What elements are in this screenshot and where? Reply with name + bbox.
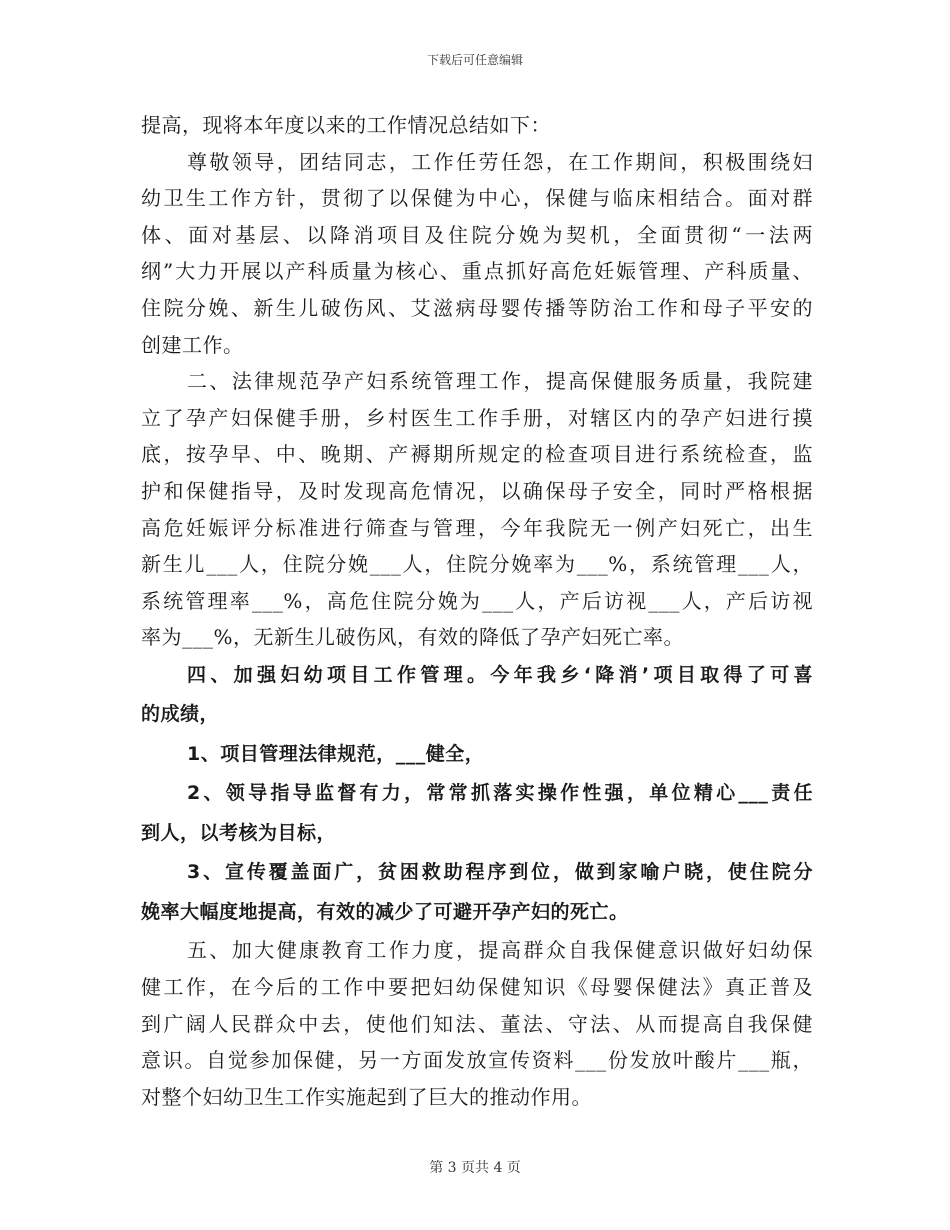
bold-paragraph-line: 3、宣传覆盖面广，贫困救助程序到位，做到家喻户晓，使住院分 bbox=[187, 861, 813, 884]
paragraph-line: 到广阔人民群众中去，使他们知法、董法、守法、从而提高自我保健 bbox=[141, 1011, 813, 1036]
paragraph-line: 护和保健指导，及时发现高危情况，以确保母子安全，同时严格根据 bbox=[141, 478, 813, 503]
bold-paragraph-line: 1、项目管理法律规范，___健全， bbox=[187, 742, 485, 765]
paragraph-line: 意识。自觉参加保健，另一方面发放宣传资料___份发放叶酸片___瓶， bbox=[141, 1048, 813, 1073]
bold-paragraph-line: 四、加强妇幼项目工作管理。今年我乡‘降消’项目取得了可喜 bbox=[187, 663, 813, 686]
page-header: 下载后可任意编辑 bbox=[426, 53, 523, 67]
paragraph-line: 底，按孕早、中、晚期、产褥期所规定的检查项目进行系统检查，监 bbox=[141, 442, 813, 467]
paragraph-line: 率为___%，无新生儿破伤风，有效的降低了孕产妇死亡率。 bbox=[141, 625, 685, 650]
paragraph-line: 体、面对基层、以降消项目及住院分娩为契机，全面贯彻“一法两 bbox=[141, 222, 813, 247]
paragraph-line: 住院分娩、新生儿破伤风、艾滋病母婴传播等防治工作和母子平安的 bbox=[141, 295, 813, 320]
paragraph-line: 新生儿___人，住院分娩___人，住院分娩率为___%，系统管理___人， bbox=[141, 552, 813, 577]
paragraph-line: 高危妊娠评分标准进行筛查与管理，今年我院无一例产妇死亡，出生 bbox=[141, 515, 813, 540]
document-body bbox=[141, 107, 813, 1115]
paragraph-line: 健工作，在今后的工作中要把妇幼保健知识《母婴保健法》真正普及 bbox=[141, 975, 813, 999]
bold-paragraph-line: 娩率大幅度地提高，有效的减少了可避开孕产妇的死亡。 bbox=[141, 900, 629, 923]
paragraph-line: 系统管理率___%，高危住院分娩为___人，产后访视___人，产后访视 bbox=[141, 588, 813, 613]
paragraph-line: 创建工作。 bbox=[141, 332, 244, 357]
bold-paragraph-line: 的成绩， bbox=[141, 703, 220, 726]
page-footer: 第 3 页共 4 页 bbox=[429, 1160, 521, 1176]
bold-paragraph-line: 到人，以考核为目标， bbox=[141, 821, 337, 844]
paragraph-line: 幼卫生工作方针，贯彻了以保健为中心，保健与临床相结合。面对群 bbox=[141, 186, 813, 211]
paragraph-line: 提高，现将本年度以来的工作情况总结如下： bbox=[141, 113, 551, 137]
bold-paragraph-line: 2、领导指导监督有力，常常抓落实操作性强，单位精心___责任 bbox=[187, 782, 813, 805]
paragraph-line: 纲”大力开展以产科质量为核心、重点抓好高危妊娠管理、产科质量、 bbox=[141, 259, 813, 284]
paragraph-line: 二、法律规范孕产妇系统管理工作，提高保健服务质量，我院建 bbox=[187, 369, 813, 394]
paragraph-line: 五、加大健康教育工作力度，提高群众自我保健意识做好妇幼保 bbox=[187, 938, 813, 963]
paragraph-line: 尊敬领导，团结同志，工作任劳任怨，在工作期间，积极围绕妇 bbox=[187, 149, 813, 174]
paragraph-line: 对整个妇幼卫生工作实施起到了巨大的推动作用。 bbox=[141, 1084, 592, 1109]
paragraph-line: 立了孕产妇保健手册，乡村医生工作手册，对辖区内的孕产妇进行摸 bbox=[141, 405, 813, 430]
